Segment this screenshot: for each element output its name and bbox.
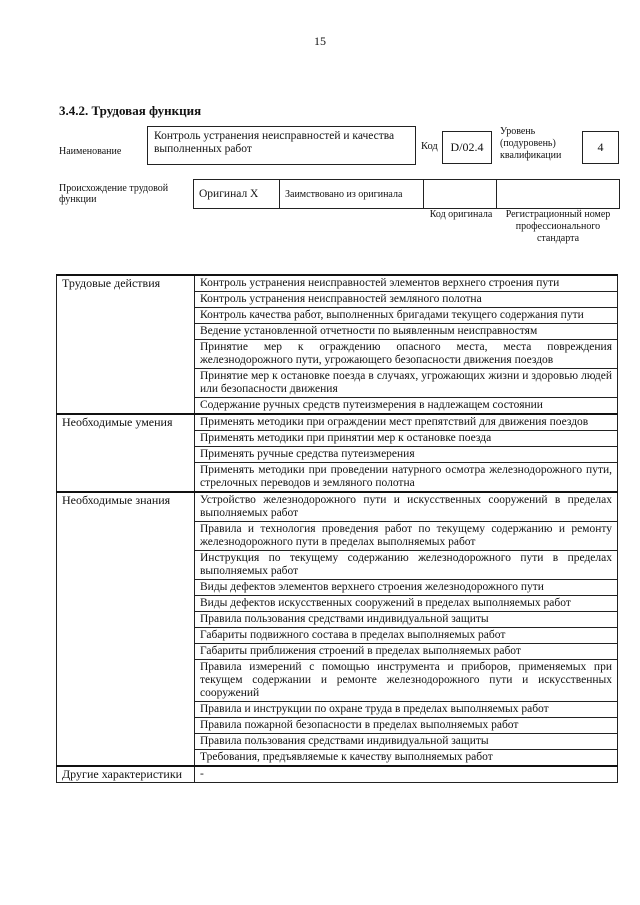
function-name: Контроль устранения неисправностей и качества выполненных работ <box>147 126 416 165</box>
name-label: Наименование <box>59 146 122 157</box>
level-label: Уровень (подуровень) квалификации <box>500 126 562 161</box>
item-cell: Принятие мер к остановке поезда в случаях, угрожающих жизни и здоровью людей или безопасности движения <box>195 369 618 398</box>
item-cell: Правила и технология проведения работ по текущему содержанию и ремонту железнодорожного пути в пределах выполняемых работ <box>195 522 618 551</box>
origin-code-cell <box>424 180 497 209</box>
item-cell: Габариты приближения строений в пределах выполняемых работ <box>195 644 618 660</box>
category-cell: Необходимые умения <box>57 414 195 492</box>
item-cell: Применять методики при проведении натурного осмотра железнодорожного пути, стрелочных переводов и земляного полотна <box>195 463 618 493</box>
item-cell: Применять методики при ограждении мест препятствий для движения поездов <box>195 414 618 431</box>
item-cell: Виды дефектов искусственных сооружений в пределах выполняемых работ <box>195 596 618 612</box>
origin-label: Происхождение трудовой функции <box>59 183 169 205</box>
item-cell: Контроль устранения неисправностей земляного полотна <box>195 292 618 308</box>
borrowed-cell: Заимствовано из оригинала <box>280 180 424 209</box>
item-cell: Правила пожарной безопасности в пределах выполняемых работ <box>195 718 618 734</box>
item-cell: Контроль устранения неисправностей элементов верхнего строения пути <box>195 275 618 292</box>
category-cell: Необходимые знания <box>57 492 195 766</box>
item-cell: Применять методики при принятии мер к остановке поезда <box>195 431 618 447</box>
reg-number-caption: Регистрационный номер профессионального стандарта <box>505 209 611 244</box>
item-cell: Правила измерений с помощью инструмента и приборов, применяемых при текущем содержании и ремонте железнодорожного пути и искусственных сооружений <box>195 660 618 702</box>
item-cell: Виды дефектов элементов верхнего строения железнодорожного пути <box>195 580 618 596</box>
item-cell: Правила и инструкции по охране труда в пределах выполняемых работ <box>195 702 618 718</box>
code-label: Код <box>421 141 438 152</box>
page-number: 15 <box>314 34 326 48</box>
table-row <box>57 766 618 783</box>
qualification-level: 4 <box>582 131 619 164</box>
category-cell: Другие характеристики <box>57 766 195 783</box>
item-cell: Содержание ручных средств путеизмерения в надлежащем состоянии <box>195 398 618 415</box>
item-cell: Принятие мер к ограждению опасного места, места повреждения железнодорожного пути, угрожающего безопасности движения поездов <box>195 340 618 369</box>
function-code: D/02.4 <box>442 131 492 164</box>
item-cell: Габариты подвижного состава в пределах выполняемых работ <box>195 628 618 644</box>
function-table <box>56 274 618 783</box>
table-row <box>57 414 618 431</box>
item-cell: Применять ручные средства путеизмерения <box>195 447 618 463</box>
table-row <box>57 492 618 522</box>
item-cell: Ведение установленной отчетности по выявленным неисправностям <box>195 324 618 340</box>
item-cell: Контроль качества работ, выполненных бригадами текущего содержания пути <box>195 308 618 324</box>
item-cell: Инструкция по текущему содержанию железнодорожного пути в пределах выполняемых работ <box>195 551 618 580</box>
table-row <box>57 275 618 292</box>
item-cell: Требования, предъявляемые к качеству выполняемых работ <box>195 750 618 767</box>
original-cell: Оригинал X <box>194 180 280 209</box>
item-cell: Устройство железнодорожного пути и искусственных сооружений в пределах выполняемых работ <box>195 492 618 522</box>
origin-table <box>193 179 620 209</box>
section-title: 3.4.2. Трудовая функция <box>59 103 202 118</box>
category-cell: Трудовые действия <box>57 275 195 414</box>
reg-number-cell <box>497 180 620 209</box>
item-cell: Правила пользования средствами индивидуальной защиты <box>195 734 618 750</box>
item-cell: - <box>195 766 618 783</box>
origin-code-caption: Код оригинала <box>429 209 493 220</box>
item-cell: Правила пользования средствами индивидуальной защиты <box>195 612 618 628</box>
